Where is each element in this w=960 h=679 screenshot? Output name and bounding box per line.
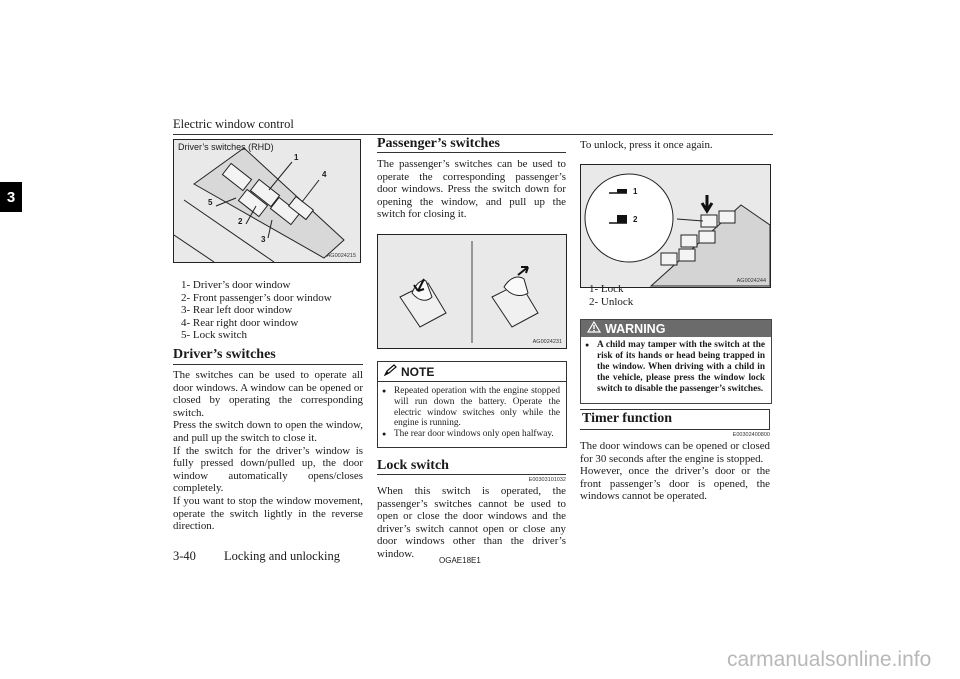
unlock-instruction: To unlock, press it once again. — [580, 139, 713, 151]
footer-section: Locking and unlocking — [224, 549, 340, 563]
lock-switch-heading: Lock switch — [377, 458, 449, 473]
figure-code: AG0024244 — [736, 278, 766, 284]
lock-switch-text: When this switch is operated, the passenger’s switches cannot be used to open or close the door windows and the driver’s switch cannot open or close any door windows other than the driver’s window. — [377, 485, 566, 560]
warning-title: WARNING — [605, 321, 666, 336]
heading-rule — [173, 364, 363, 365]
watermark: carmanualsonline.info — [727, 648, 932, 671]
heading-rule — [377, 474, 566, 475]
legend-item: 2- Unlock — [589, 295, 634, 308]
callout-1: 1 — [294, 153, 299, 162]
bullet-icon: ● — [585, 341, 590, 349]
note-title: NOTE — [401, 364, 435, 379]
warning-triangle-icon — [587, 321, 601, 336]
passengers-switches-heading: Passenger’s switches — [377, 136, 500, 151]
note-item — [378, 429, 566, 440]
callout-1: 1 — [633, 187, 638, 196]
paragraph: If you want to stop the window movement, operate the switch lightly in the reverse direction. — [173, 494, 363, 533]
warning-item — [581, 337, 771, 399]
legend-item: 4- Rear right door window — [181, 316, 299, 329]
warning-header — [581, 320, 771, 337]
note-box — [377, 361, 567, 448]
timer-function-heading: Timer function — [582, 411, 673, 426]
paragraph: If the switch for the driver’s window is fully pressed down/pulled up, the door window automatically opens/closes completely. — [173, 444, 363, 495]
note-item — [378, 386, 566, 429]
note-header — [378, 362, 566, 382]
passenger-switch-illustration — [378, 235, 566, 348]
chapter-tab: 3 — [0, 182, 22, 212]
passenger-switch-figure — [377, 234, 567, 349]
bullet-icon: ● — [382, 430, 387, 439]
callout-2: 2 — [633, 215, 638, 224]
callout-3: 3 — [261, 235, 266, 244]
note-pencil-icon — [384, 364, 398, 379]
lock-switch-figure — [580, 164, 771, 288]
note-item-text: Repeated operation with the engine stopped will run down the battery. Operate the electric window switches only while the engine is running. — [394, 386, 560, 429]
callout-4: 4 — [322, 170, 327, 179]
passengers-switches-text: The passenger’s switches can be used to operate the corresponding passenger’s door windows. Press the switch down for opening the window, and pull up the switch for closing it. — [377, 158, 566, 221]
lock-switch-code: E00303101032 — [528, 477, 566, 483]
paragraph: Press the switch down to open the window, and pull up the switch to close it. — [173, 419, 363, 444]
legend-item: 1- Lock — [589, 283, 624, 295]
warning-box — [580, 319, 772, 404]
heading-rule — [377, 152, 566, 153]
paragraph: However, once the driver’s door or the front passenger’s door is opened, the windows cannot be operated. — [580, 465, 770, 503]
legend-item: 2- Front passenger’s door window — [181, 291, 332, 304]
drivers-switches-illustration — [174, 140, 360, 262]
paragraph: The switches can be used to operate all door windows. A window can be opened or closed by operating the corresponding switch. — [173, 369, 363, 419]
page-number: 3-40 — [173, 549, 196, 563]
legend-item: 1- Driver’s door window — [181, 279, 291, 291]
lock-switch-legend — [589, 283, 739, 308]
drivers-switches-figure — [173, 139, 361, 263]
heading-rule — [580, 409, 770, 430]
drivers-switches-legend — [181, 279, 361, 342]
figure-code: AG0024215 — [326, 253, 356, 259]
legend-item: 5- Lock switch — [181, 329, 247, 341]
callout-5: 5 — [208, 198, 213, 207]
drivers-switches-heading: Driver’s switches — [173, 347, 276, 362]
legend-item: 3- Rear left door window — [181, 304, 293, 316]
footer-code: OGAE18E1 — [439, 556, 481, 565]
lock-switch-illustration — [581, 165, 770, 287]
timer-function-code: E00302400800 — [732, 432, 770, 438]
figure-label: Driver’s switches (RHD) — [178, 142, 274, 152]
paragraph: The door windows can be opened or closed for 30 seconds after the engine is stopped. — [580, 440, 770, 465]
callout-2: 2 — [238, 217, 243, 226]
header-rule — [173, 134, 773, 135]
warning-text: A child may tamper with the switch at the risk of its hands or head being trapped in the window. When driving with a child in the vehicle, please press the window lock switch to disable the passenger’s switches. — [597, 340, 765, 394]
page-header-title: Electric window control — [173, 117, 294, 131]
note-item-text: The rear door windows only open halfway. — [394, 429, 554, 440]
figure-code: AG0024231 — [532, 339, 562, 345]
bullet-icon: ● — [382, 387, 387, 395]
timer-function-text — [580, 440, 770, 503]
drivers-switches-text — [173, 369, 363, 533]
